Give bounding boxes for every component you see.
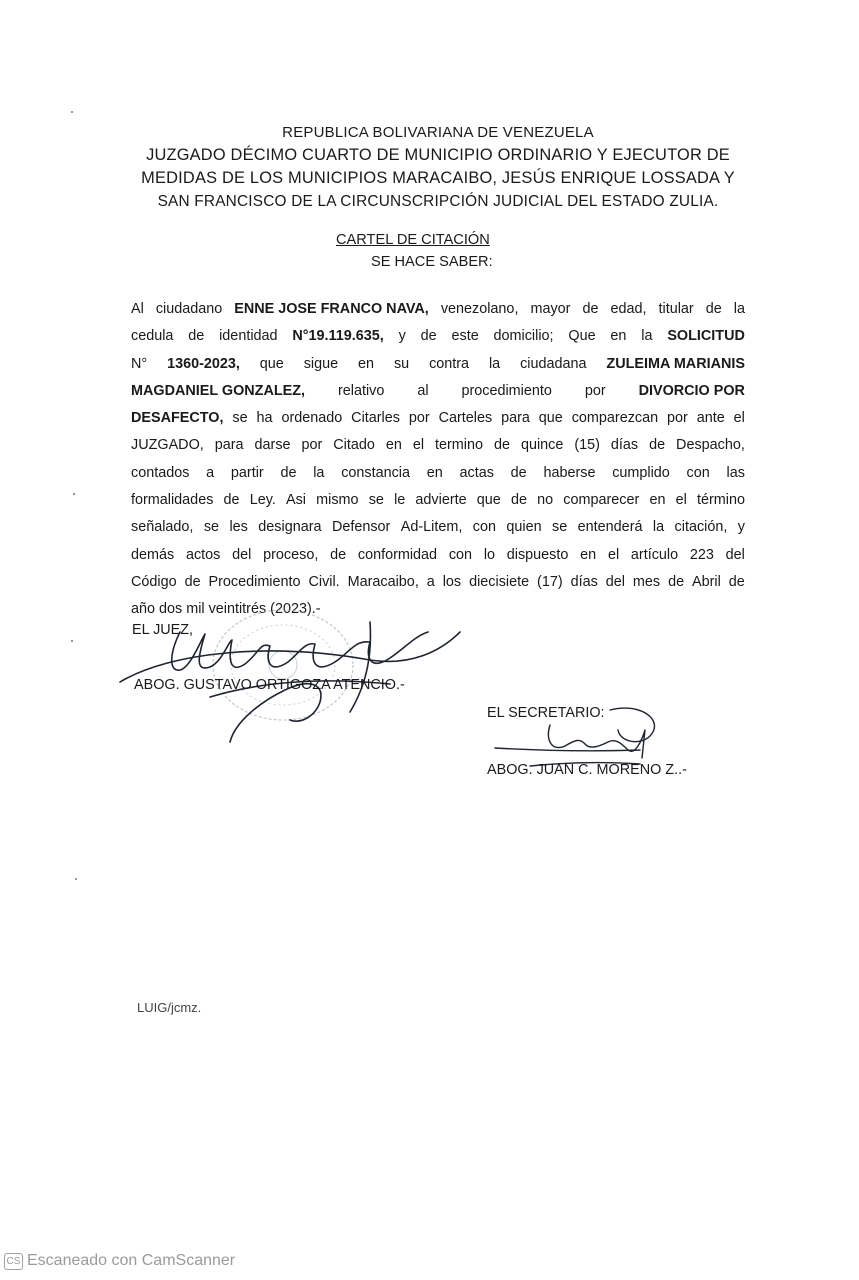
- body-word: por: [584, 382, 606, 399]
- body-word: ordenado: [281, 410, 343, 427]
- judge-label: EL JUEZ,: [132, 622, 194, 638]
- camscanner-text: Escaneado con CamScanner: [27, 1252, 236, 1269]
- scan-speck: [75, 878, 77, 880]
- body-word: proceso,: [263, 546, 319, 563]
- body-word: formalidades: [131, 492, 214, 509]
- body-word: y: [398, 328, 406, 345]
- body-word: de: [223, 492, 240, 509]
- header-line-3: MEDIDAS DE LOS MUNICIPIOS MARACAIBO, JESÚS ENRIQUE LOSSADA Y: [141, 169, 735, 187]
- body-word: 1360-2023,: [167, 355, 240, 372]
- body-word: ha: [256, 410, 273, 427]
- body-word: a: [426, 573, 435, 590]
- header-line-1: REPUBLICA BOLIVARIANA DE VENEZUELA: [282, 124, 594, 141]
- body-word: DESAFECTO,: [131, 410, 224, 427]
- body-word: de: [493, 437, 510, 454]
- body-word: identidad: [219, 328, 278, 345]
- body-word: la: [733, 301, 745, 317]
- body-word: MAGDANIEL GONZALEZ,: [131, 382, 306, 399]
- secretary-label: EL SECRETARIO:: [487, 705, 605, 721]
- body-word: ante: [696, 410, 725, 427]
- body-word: de: [184, 573, 201, 590]
- body-word: del: [725, 546, 745, 563]
- body-word: mes: [632, 573, 661, 590]
- body-word: con: [472, 519, 496, 536]
- body-word: en: [358, 355, 375, 372]
- body-word: por: [667, 410, 688, 427]
- body-line: [131, 323, 745, 350]
- body-word: Ley.: [249, 492, 276, 509]
- body-word: quince: [520, 437, 564, 454]
- body-word: Al: [131, 301, 144, 317]
- body-word: de: [649, 437, 666, 454]
- body-word: a: [206, 464, 215, 481]
- body-line: [131, 351, 745, 378]
- body-word: partir: [230, 464, 264, 481]
- body-word: DIVORCIO POR: [638, 382, 745, 399]
- body-word: la: [313, 464, 325, 481]
- body-line: [131, 405, 745, 432]
- body-word: 223: [689, 546, 714, 563]
- body-word: de: [510, 464, 527, 481]
- body-word: Asi: [286, 492, 307, 509]
- body-word: se: [232, 410, 248, 427]
- body-word: titular: [658, 301, 694, 317]
- body-word: se: [552, 519, 568, 536]
- scan-speck: [71, 111, 73, 113]
- body-word: el: [607, 546, 620, 563]
- body-word: su: [393, 355, 410, 372]
- body-word: para: [214, 437, 244, 454]
- body-word: Que: [568, 328, 596, 345]
- body-word: que: [538, 410, 563, 427]
- body-word: en: [426, 464, 443, 481]
- body-word: este: [451, 328, 479, 345]
- body-word: de: [668, 573, 685, 590]
- body-word: la: [652, 519, 665, 536]
- body-word: Abril: [692, 573, 721, 590]
- body-word: Maracaibo,: [347, 573, 419, 590]
- body-word: conformidad: [357, 546, 438, 563]
- body-word: al: [417, 382, 429, 399]
- body-word: haberse: [543, 464, 596, 481]
- body-word: SOLICITUD: [667, 328, 745, 345]
- body-word: el: [733, 410, 745, 427]
- body-word: cumplido: [612, 464, 670, 481]
- body-word: Citado: [333, 437, 375, 454]
- body-word: ciudadana: [520, 355, 587, 372]
- body-word: procedimiento: [461, 382, 552, 399]
- body-word: citación,: [674, 519, 728, 536]
- body-word: ENNE JOSE FRANCO NAVA,: [234, 301, 429, 317]
- body-word: la: [488, 355, 501, 372]
- body-word: les: [229, 519, 248, 536]
- header-line-2: JUZGADO DÉCIMO CUARTO DE MUNICIPIO ORDINARIO Y EJECUTOR DE: [146, 146, 730, 164]
- body-word: designara: [258, 519, 322, 536]
- body-line: [131, 542, 745, 569]
- body-word: demás: [131, 546, 175, 563]
- body-word: de: [582, 301, 599, 317]
- body-word: comparezcan: [571, 410, 659, 427]
- body-word: mismo: [316, 492, 359, 509]
- body-word: advierte: [415, 492, 467, 509]
- judge-name: ABOG. GUSTAVO ORTIGOZA ATENCIO.-: [134, 677, 405, 693]
- body-word: días: [570, 573, 598, 590]
- body-word: (15): [574, 437, 600, 454]
- body-word: del: [605, 573, 625, 590]
- body-word: Citarles: [351, 410, 400, 427]
- body-word: artículo: [630, 546, 679, 563]
- body-word: se: [203, 519, 220, 536]
- body-word: Carteles: [438, 410, 493, 427]
- body-word: edad,: [610, 301, 647, 317]
- secretary-name: ABOG. JUAN C. MORENO Z..-: [487, 762, 687, 778]
- body-word: de: [280, 464, 297, 481]
- body-line: [131, 432, 745, 459]
- body-word: N°: [131, 355, 148, 372]
- header-line-4: SAN FRANCISCO DE LA CIRCUNSCRIPCIÓN JUDICIAL DEL ESTADO ZULIA.: [157, 193, 719, 210]
- body-word: en: [610, 328, 627, 345]
- body-word: el: [412, 437, 425, 454]
- body-word: término: [696, 492, 745, 509]
- body-word: en: [580, 546, 597, 563]
- body-word: por: [301, 437, 323, 454]
- body-word: ciudadano: [155, 301, 223, 317]
- body-line: [131, 460, 745, 487]
- body-word: los: [442, 573, 462, 590]
- body-word: la: [641, 328, 653, 345]
- body-word: comparecer: [563, 492, 640, 509]
- body-word: termino: [435, 437, 483, 454]
- body-word: darse: [254, 437, 291, 454]
- body-word: de: [330, 546, 347, 563]
- body-word: mayor: [530, 301, 571, 317]
- body-word: no: [537, 492, 554, 509]
- body-word: contados: [131, 464, 190, 481]
- scan-speck: [71, 640, 73, 642]
- body-word: actos: [185, 546, 221, 563]
- body-word: dispuesto: [506, 546, 569, 563]
- body-word: venezolano,: [440, 301, 519, 317]
- body-word: las: [726, 464, 745, 481]
- body-word: de: [705, 301, 722, 317]
- body-word: señalado,: [131, 519, 194, 536]
- body-line: [131, 569, 745, 596]
- body-word: con: [686, 464, 710, 481]
- body-word: de: [728, 573, 745, 590]
- body-word: (17): [537, 573, 563, 590]
- body-paragraph: [131, 296, 745, 624]
- body-word: Despacho,: [676, 437, 745, 454]
- body-word: y: [737, 519, 745, 536]
- body-word: de: [420, 328, 437, 345]
- body-word: diecisiete: [469, 573, 530, 590]
- body-line: [131, 487, 745, 514]
- body-word: para: [501, 410, 530, 427]
- body-word: se: [368, 492, 384, 509]
- body-word: JUZGADO,: [131, 437, 204, 454]
- body-word: domicilio;: [493, 328, 554, 345]
- camscanner-watermark: [4, 1252, 235, 1270]
- body-word: días: [610, 437, 639, 454]
- document-subtitle: SE HACE SABER:: [371, 254, 493, 270]
- body-word: cedula: [131, 328, 174, 345]
- body-word: entenderá: [577, 519, 643, 536]
- body-word: lo: [483, 546, 496, 563]
- body-word: constancia: [341, 464, 410, 481]
- document-header: [100, 121, 776, 213]
- body-word: N°19.119.635,: [292, 328, 384, 345]
- body-line: [131, 378, 745, 405]
- body-word: el: [675, 492, 687, 509]
- body-word: quien: [506, 519, 542, 536]
- body-line: [131, 296, 745, 323]
- body-word: de: [510, 492, 527, 509]
- body-word: contra: [429, 355, 470, 372]
- document-title: CARTEL DE CITACIÓN: [336, 232, 490, 248]
- body-word: en: [649, 492, 666, 509]
- body-word: Civil.: [308, 573, 340, 590]
- reference-initials: LUIG/jcmz.: [137, 1000, 202, 1015]
- body-word: de: [188, 328, 205, 345]
- body-word: sigue: [303, 355, 339, 372]
- body-word: que: [259, 355, 284, 372]
- body-word: Procedimiento: [208, 573, 301, 590]
- body-word: relativo: [337, 382, 385, 399]
- body-word: con: [448, 546, 473, 563]
- scan-speck: [73, 493, 75, 495]
- body-word: actas: [459, 464, 494, 481]
- body-word: Ad-Litem,: [400, 519, 463, 536]
- body-word: le: [394, 492, 406, 509]
- body-word: ZULEIMA MARIANIS: [606, 355, 745, 372]
- camscanner-logo-icon: CS: [4, 1253, 23, 1270]
- body-word: que: [476, 492, 501, 509]
- body-word: Código: [131, 573, 177, 590]
- body-word: por: [408, 410, 430, 427]
- body-line-final: año dos mil veintitrés (2023).-: [131, 601, 321, 618]
- body-word: Defensor: [331, 519, 391, 536]
- body-line: [131, 514, 745, 541]
- body-word: en: [385, 437, 402, 454]
- body-word: del: [232, 546, 252, 563]
